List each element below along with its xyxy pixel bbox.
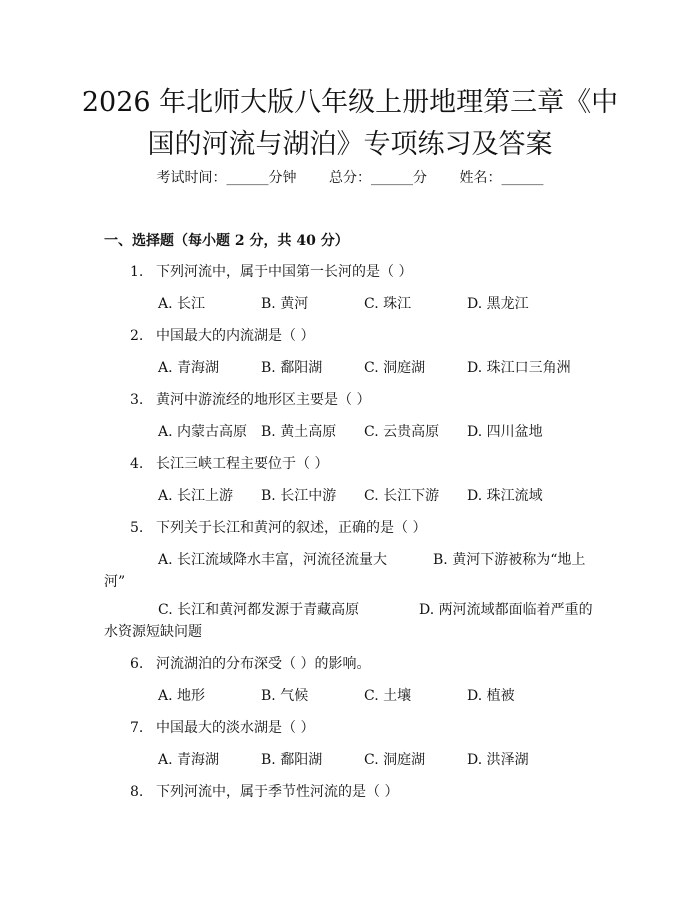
- question-7: 7. 中国最大的淡水湖是（ ）: [130, 720, 315, 736]
- question-8: 8. 下列河流中，属于季节性河流的是（ ）: [130, 784, 399, 800]
- exam-time: 考试时间：______分钟: [156, 170, 297, 186]
- q4-option-d: D. 珠江流域: [467, 488, 543, 504]
- document-title: [60, 82, 640, 166]
- student-name: 姓名：______: [459, 170, 544, 186]
- question-4: 4. 长江三峡工程主要位于（ ）: [130, 456, 329, 472]
- title-line-1: 2026 年北师大版八年级上册地理第三章《中: [81, 87, 619, 118]
- q5-option-a: A. 长江流域降水丰富，河流径流量大: [158, 552, 388, 568]
- question-5: 5. 下列关于长江和黄河的叙述，正确的是（ ）: [130, 520, 427, 536]
- title-line-2: 国的河流与湖泊》专项练习及答案: [147, 129, 553, 160]
- q6-option-d: D. 植被: [467, 688, 515, 704]
- q3-option-b: B. 黄土高原: [261, 424, 337, 440]
- q1-option-a: A. 长江: [158, 296, 206, 312]
- q1-option-c: C. 珠江: [364, 296, 412, 312]
- q1-option-b: B. 黄河: [261, 296, 309, 312]
- q6-option-b: B. 气候: [261, 688, 309, 704]
- q2-option-d: D. 珠江口三角洲: [467, 360, 571, 376]
- q5-option-b-wrap: 河”: [104, 574, 126, 590]
- question-3: 3. 黄河中游流经的地形区主要是（ ）: [130, 392, 371, 408]
- q3-option-c: C. 云贵高原: [364, 424, 440, 440]
- total-score: 总分：______分: [329, 170, 427, 186]
- question-2: 2. 中国最大的内流湖是（ ）: [130, 328, 315, 344]
- q6-option-c: C. 土壤: [364, 688, 412, 704]
- q2-option-c: C. 洞庭湖: [364, 360, 426, 376]
- q5-option-d: D. 两河流域都面临着严重的: [419, 602, 593, 618]
- q5-option-c: C. 长江和黄河都发源于青藏高原: [158, 602, 360, 618]
- question-6: 6. 河流湖泊的分布深受（ ）的影响。: [130, 656, 371, 672]
- q7-option-d: D. 洪泽湖: [467, 752, 529, 768]
- q5-option-d-wrap: 水资源短缺问题: [104, 624, 202, 640]
- q4-option-c: C. 长江下游: [364, 488, 440, 504]
- exam-info: [0, 168, 700, 188]
- q6-option-a: A. 地形: [158, 688, 206, 704]
- q3-option-a: A. 内蒙古高原: [158, 424, 248, 440]
- q2-option-a: A. 青海湖: [158, 360, 220, 376]
- q7-option-c: C. 洞庭湖: [364, 752, 426, 768]
- q3-option-d: D. 四川盆地: [467, 424, 543, 440]
- q4-option-a: A. 长江上游: [158, 488, 234, 504]
- q2-option-b: B. 鄱阳湖: [261, 360, 323, 376]
- q4-option-b: B. 长江中游: [261, 488, 337, 504]
- question-1: 1. 下列河流中，属于中国第一长河的是（ ）: [130, 264, 413, 280]
- section-heading: 一、选择题（每小题 2 分，共 40 分）: [104, 233, 349, 249]
- q7-option-b: B. 鄱阳湖: [261, 752, 323, 768]
- q1-option-d: D. 黑龙江: [467, 296, 529, 312]
- q7-option-a: A. 青海湖: [158, 752, 220, 768]
- q5-option-b: B. 黄河下游被称为“地上: [433, 552, 586, 568]
